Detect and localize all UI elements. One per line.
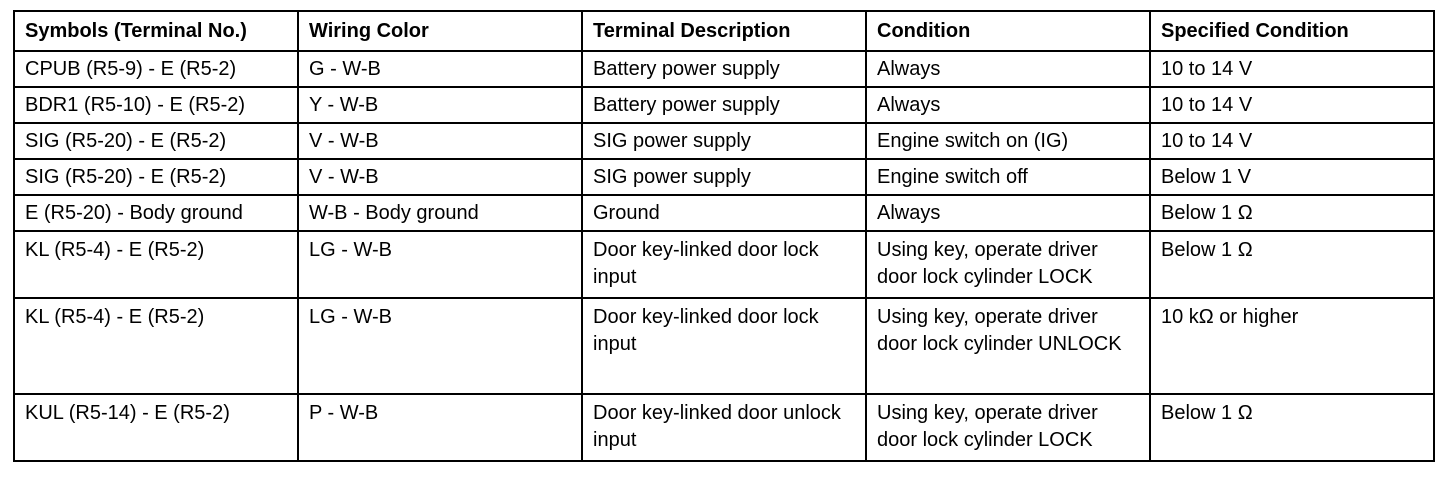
table-row	[14, 231, 1434, 298]
header-row	[14, 11, 1434, 51]
cell-symbols: SIG (R5-20) - E (R5-2)	[14, 159, 298, 195]
header-symbols: Symbols (Terminal No.)	[14, 11, 298, 51]
table-row	[14, 87, 1434, 123]
cell-condition: Using key, operate driver door lock cylinder LOCK	[866, 231, 1150, 298]
table-body	[14, 51, 1434, 461]
header-terminal-description: Terminal Description	[582, 11, 866, 51]
cell-terminal-description: Ground	[582, 195, 866, 231]
table-row	[14, 123, 1434, 159]
cell-specified-condition: Below 1 Ω	[1150, 231, 1434, 298]
table-row	[14, 195, 1434, 231]
cell-wiring-color: W-B - Body ground	[298, 195, 582, 231]
cell-wiring-color: Y - W-B	[298, 87, 582, 123]
cell-terminal-description: SIG power supply	[582, 123, 866, 159]
cell-symbols: SIG (R5-20) - E (R5-2)	[14, 123, 298, 159]
cell-symbols: KUL (R5-14) - E (R5-2)	[14, 394, 298, 461]
cell-condition: Engine switch on (IG)	[866, 123, 1150, 159]
cell-symbols: E (R5-20) - Body ground	[14, 195, 298, 231]
cell-specified-condition: Below 1 Ω	[1150, 394, 1434, 461]
cell-wiring-color: V - W-B	[298, 159, 582, 195]
cell-condition: Always	[866, 195, 1150, 231]
cell-symbols: BDR1 (R5-10) - E (R5-2)	[14, 87, 298, 123]
cell-wiring-color: G - W-B	[298, 51, 582, 87]
header-specified-condition: Specified Condition	[1150, 11, 1434, 51]
cell-terminal-description: Battery power supply	[582, 51, 866, 87]
cell-wiring-color: LG - W-B	[298, 298, 582, 394]
cell-condition: Using key, operate driver door lock cylinder UNLOCK	[866, 298, 1150, 394]
cell-specified-condition: Below 1 Ω	[1150, 195, 1434, 231]
cell-specified-condition: 10 to 14 V	[1150, 51, 1434, 87]
cell-wiring-color: V - W-B	[298, 123, 582, 159]
cell-condition: Always	[866, 51, 1150, 87]
cell-wiring-color: P - W-B	[298, 394, 582, 461]
table-row	[14, 298, 1434, 394]
cell-specified-condition: 10 to 14 V	[1150, 87, 1434, 123]
cell-terminal-description: Door key-linked door unlock input	[582, 394, 866, 461]
cell-condition: Engine switch off	[866, 159, 1150, 195]
terminal-inspection-table	[13, 10, 1435, 462]
cell-symbols: KL (R5-4) - E (R5-2)	[14, 298, 298, 394]
header-wiring-color: Wiring Color	[298, 11, 582, 51]
cell-condition: Always	[866, 87, 1150, 123]
table-row	[14, 51, 1434, 87]
cell-terminal-description: Door key-linked door lock input	[582, 231, 866, 298]
cell-specified-condition: Below 1 V	[1150, 159, 1434, 195]
table-header	[14, 11, 1434, 51]
cell-specified-condition: 10 kΩ or higher	[1150, 298, 1434, 394]
cell-condition: Using key, operate driver door lock cylinder LOCK	[866, 394, 1150, 461]
cell-terminal-description: Door key-linked door lock input	[582, 298, 866, 394]
table-row	[14, 159, 1434, 195]
cell-wiring-color: LG - W-B	[298, 231, 582, 298]
cell-specified-condition: 10 to 14 V	[1150, 123, 1434, 159]
table-row	[14, 394, 1434, 461]
cell-symbols: KL (R5-4) - E (R5-2)	[14, 231, 298, 298]
header-condition: Condition	[866, 11, 1150, 51]
cell-terminal-description: SIG power supply	[582, 159, 866, 195]
cell-symbols: CPUB (R5-9) - E (R5-2)	[14, 51, 298, 87]
cell-terminal-description: Battery power supply	[582, 87, 866, 123]
